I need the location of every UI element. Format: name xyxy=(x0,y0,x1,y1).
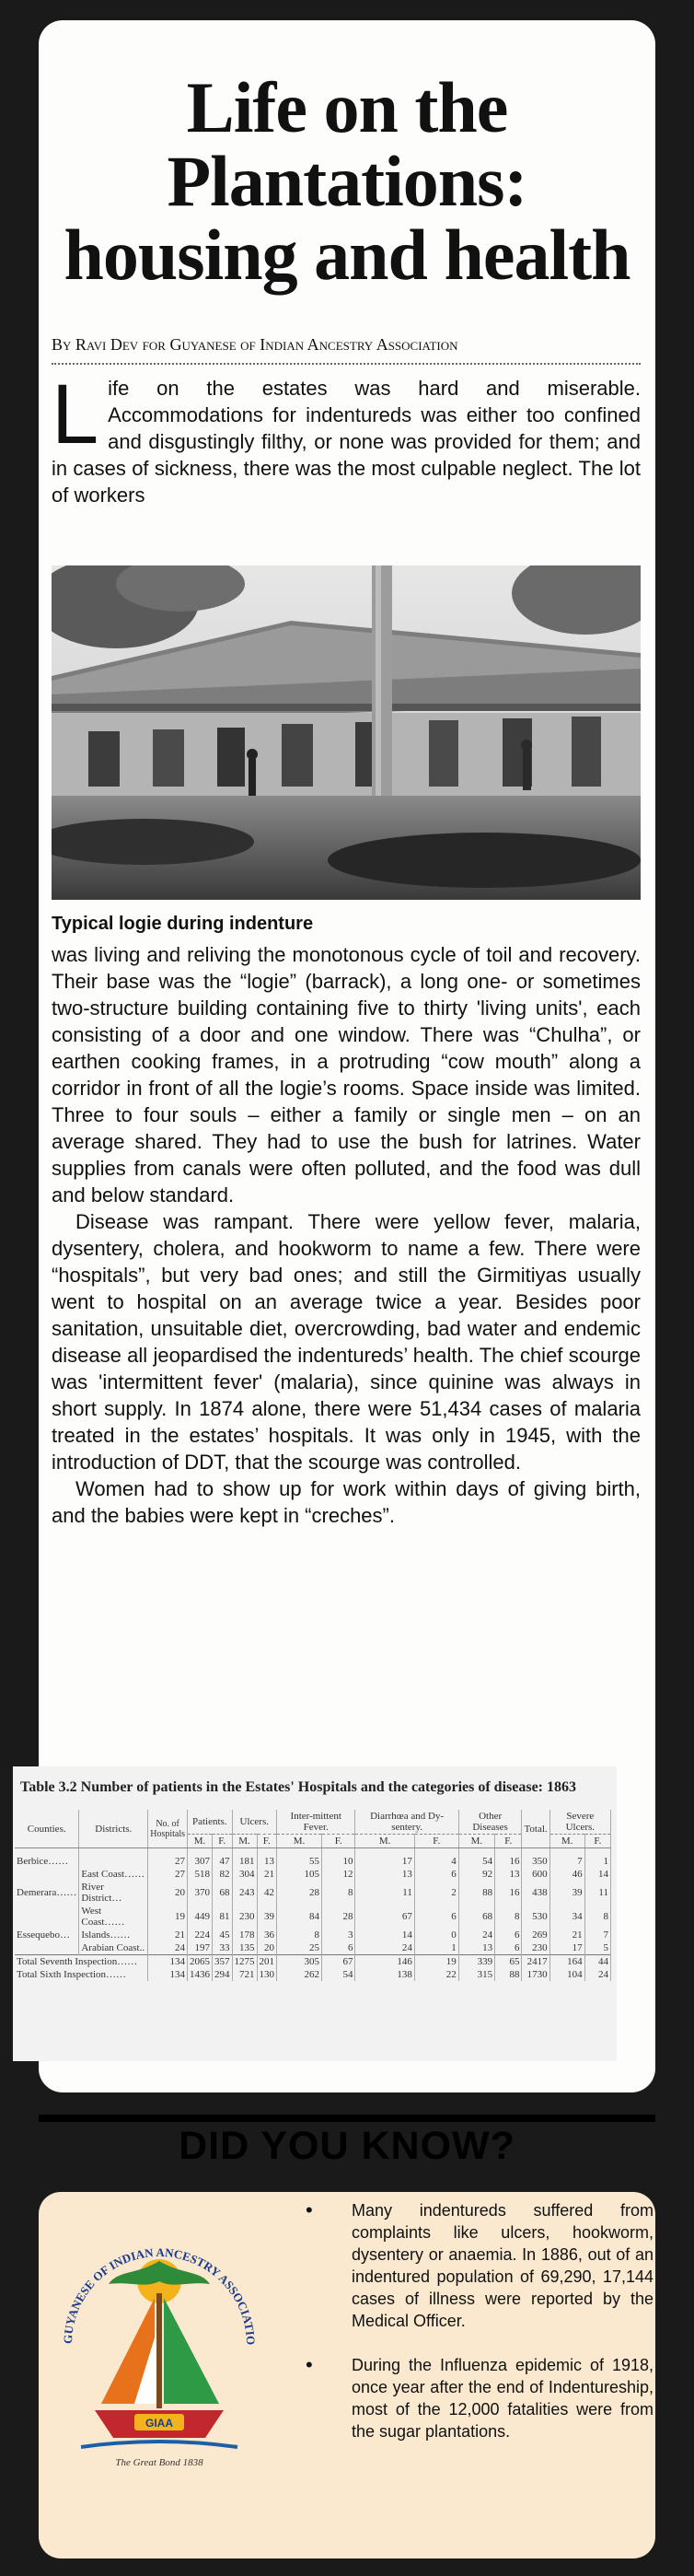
table-cell: 1436 xyxy=(188,1968,213,1981)
table-cell: 1 xyxy=(414,1941,458,1955)
table-row xyxy=(15,1848,611,1869)
col-hospitals: No. of Hospitals xyxy=(148,1810,188,1848)
table-cell: 350 xyxy=(522,1848,549,1869)
table-cell: 201 xyxy=(257,1955,277,1969)
table-cell: 3 xyxy=(322,1929,355,1941)
table-row xyxy=(15,1929,611,1941)
did-you-know-list xyxy=(285,2199,654,2465)
county-cell xyxy=(15,1868,79,1881)
title-line-3: housing and health xyxy=(64,215,630,295)
logo-badge-text: GIAA xyxy=(145,2417,173,2430)
table-row xyxy=(15,1881,611,1905)
did-you-know-item-text: Many indentureds suffered from complaints like ulcers, hookworm, dysentery or anaemia. In 1886, out of an indentured population of 69,290, 17,144 cases of illness were reported by the Medical Officer. xyxy=(352,2201,654,2330)
table-cell: 181 xyxy=(232,1848,257,1869)
table-cell: 8 xyxy=(584,1905,610,1929)
table-cell: 197 xyxy=(188,1941,213,1955)
subcol-m: M. xyxy=(232,1835,257,1848)
total-label: Total Seventh Inspection…… xyxy=(15,1955,148,1969)
table-cell: 39 xyxy=(549,1881,584,1905)
table-cell: 12 xyxy=(322,1868,355,1881)
logie-photo xyxy=(52,565,641,900)
table-cell: 357 xyxy=(213,1955,233,1969)
col-ulcers: Ulcers. xyxy=(232,1810,277,1835)
table-cell: 67 xyxy=(355,1905,414,1929)
table-total-row xyxy=(15,1955,611,1969)
table-cell: 6 xyxy=(414,1868,458,1881)
table-cell: 20 xyxy=(148,1881,188,1905)
table-cell: 438 xyxy=(522,1881,549,1905)
table-cell: 13 xyxy=(257,1848,277,1869)
did-you-know-item xyxy=(285,2354,654,2442)
table-cell: 600 xyxy=(522,1868,549,1881)
intro-paragraph xyxy=(52,367,641,508)
table-cell: 262 xyxy=(277,1968,322,1981)
table-cell: 33 xyxy=(213,1941,233,1955)
district-cell: West Coast…… xyxy=(79,1905,148,1929)
logo-ring-text: GUYANESE OF INDIAN ANCESTRY ASSOCIATIO xyxy=(60,2244,259,2346)
table-cell: 130 xyxy=(257,1968,277,1981)
bullet-icon: • xyxy=(306,2353,313,2376)
giaa-logo xyxy=(44,2206,274,2473)
table-cell: 44 xyxy=(584,1955,610,1969)
table-cell: 28 xyxy=(277,1881,322,1905)
logo-motto: The Great Bond 1838 xyxy=(115,2457,203,2468)
table-cell: 146 xyxy=(355,1955,414,1969)
subcol-f: F. xyxy=(257,1835,277,1848)
table-cell: 88 xyxy=(458,1881,494,1905)
table-cell: 8 xyxy=(495,1905,522,1929)
title-line-1: Life on the xyxy=(186,67,508,147)
giaa-logo-emblem xyxy=(44,2206,274,2473)
table-cell: 6 xyxy=(495,1941,522,1955)
table-cell: 19 xyxy=(148,1905,188,1929)
table-cell: 24 xyxy=(355,1941,414,1955)
table-cell: 304 xyxy=(232,1868,257,1881)
subcol-f: F. xyxy=(495,1835,522,1848)
table-cell: 2 xyxy=(414,1881,458,1905)
col-severe: Severe Ulcers. xyxy=(549,1810,610,1835)
byline: By Ravi Dev for Guyanese of Indian Ancestry Association xyxy=(52,335,458,354)
subcol-m: M. xyxy=(277,1835,322,1848)
table-row xyxy=(15,1905,611,1929)
table-cell: 28 xyxy=(322,1905,355,1929)
table-cell: 449 xyxy=(188,1905,213,1929)
body-paragraph-2: Disease was rampant. There were yellow fever, malaria, dysentery, cholera, and hookworm to name a few. There were “hospitals”, but very bad ones; and still the Girmitiyas usually went to hospital on an average twice a year. Besides poor sanitation, unsuitable diet, overcrowding, bad water and endemic disease all jeopardised the indentureds’ health. The chief scourge was 'intermittent fever' (malaria), since quinine was always in short supply. In 1874 alone, there were 51,434 cases of malaria treated in the estates’ hospitals. It was only in 1945, with the introduction of DDT, that the scourge was controlled. xyxy=(52,1210,641,1474)
table-cell: 7 xyxy=(549,1848,584,1869)
table-cell: 16 xyxy=(495,1848,522,1869)
col-diarrhoea: Diarrhœa and Dy-sentery. xyxy=(355,1810,458,1835)
table-cell: 17 xyxy=(355,1848,414,1869)
district-cell: Islands…… xyxy=(79,1929,148,1941)
county-cell xyxy=(15,1941,79,1955)
intro-text: ife on the estates was hard and miserable. Accommodations for indentureds was either too confined and disgustingly filthy, or none was provided for them; and in cases of sickness, there was the most culpable neglect. The lot of workers xyxy=(52,377,641,507)
table-cell: 269 xyxy=(522,1929,549,1941)
col-other: Other Diseases xyxy=(458,1810,522,1835)
table-cell: 13 xyxy=(458,1941,494,1955)
table-cell: 81 xyxy=(213,1905,233,1929)
table-cell: 2417 xyxy=(522,1955,549,1969)
table-cell: 39 xyxy=(257,1905,277,1929)
county-cell xyxy=(15,1905,79,1929)
table-cell: 42 xyxy=(257,1881,277,1905)
table-cell: 17 xyxy=(549,1941,584,1955)
table-cell: 6 xyxy=(414,1905,458,1929)
table-cell: 7 xyxy=(584,1929,610,1941)
body-paragraph-3: Women had to show up for work within days of giving birth, and the babies were kept in “creches”. xyxy=(52,1477,641,1527)
table-cell: 6 xyxy=(322,1941,355,1955)
subcol-f: F. xyxy=(322,1835,355,1848)
table-cell: 21 xyxy=(257,1868,277,1881)
table-total-row xyxy=(15,1968,611,1981)
table-cell: 34 xyxy=(549,1905,584,1929)
table-cell: 339 xyxy=(458,1955,494,1969)
table-title: Table 3.2 Number of patients in the Estates' Hospitals and the categories of disease: 1863 xyxy=(20,1779,576,1795)
subcol-m: M. xyxy=(188,1835,213,1848)
table-cell: 68 xyxy=(458,1905,494,1929)
bullet-icon: • xyxy=(306,2198,313,2221)
table-cell: 45 xyxy=(213,1929,233,1941)
table-cell: 8 xyxy=(322,1881,355,1905)
table-cell: 530 xyxy=(522,1905,549,1929)
total-label: Total Sixth Inspection…… xyxy=(15,1968,148,1981)
table-cell: 294 xyxy=(213,1968,233,1981)
district-cell xyxy=(79,1848,148,1869)
table-cell: 68 xyxy=(213,1881,233,1905)
col-counties: Counties. xyxy=(15,1810,79,1848)
table-cell: 11 xyxy=(584,1881,610,1905)
table-cell: 46 xyxy=(549,1868,584,1881)
table-cell: 24 xyxy=(458,1929,494,1941)
district-cell: Arabian Coast.. xyxy=(79,1941,148,1955)
sail-right-icon xyxy=(164,2298,219,2404)
table-cell: 10 xyxy=(322,1848,355,1869)
district-cell: East Coast…… xyxy=(79,1868,148,1881)
col-total: Total. xyxy=(522,1810,549,1848)
table-cell: 721 xyxy=(232,1968,257,1981)
county-cell: Demerara…… xyxy=(15,1881,79,1905)
did-you-know-rule xyxy=(39,2115,655,2122)
table-cell: 55 xyxy=(277,1848,322,1869)
table-cell: 0 xyxy=(414,1929,458,1941)
table-cell: 305 xyxy=(277,1955,322,1969)
subcol-m: M. xyxy=(355,1835,414,1848)
table-body xyxy=(15,1848,611,1982)
table-cell: 14 xyxy=(584,1868,610,1881)
table-cell: 8 xyxy=(277,1929,322,1941)
table-cell: 88 xyxy=(495,1968,522,1981)
table-cell: 164 xyxy=(549,1955,584,1969)
table-cell: 1730 xyxy=(522,1968,549,1981)
table-cell: 178 xyxy=(232,1929,257,1941)
table-cell: 14 xyxy=(355,1929,414,1941)
subcol-m: M. xyxy=(458,1835,494,1848)
col-patients: Patients. xyxy=(188,1810,233,1835)
table-cell: 230 xyxy=(522,1941,549,1955)
table-cell: 82 xyxy=(213,1868,233,1881)
logie-photo-illustration xyxy=(52,565,641,900)
table-cell: 27 xyxy=(148,1848,188,1869)
table-cell: 22 xyxy=(414,1968,458,1981)
title-line-2: Plantations: xyxy=(167,141,527,221)
wave-icon xyxy=(81,2442,237,2447)
district-cell: River District… xyxy=(79,1881,148,1905)
table-cell: 24 xyxy=(148,1941,188,1955)
table-cell: 307 xyxy=(188,1848,213,1869)
table-cell: 54 xyxy=(458,1848,494,1869)
subcol-m: M. xyxy=(549,1835,584,1848)
table-cell: 11 xyxy=(355,1881,414,1905)
table-cell: 104 xyxy=(549,1968,584,1981)
table-cell: 518 xyxy=(188,1868,213,1881)
table-row xyxy=(15,1941,611,1955)
table-cell: 27 xyxy=(148,1868,188,1881)
table-cell: 134 xyxy=(148,1968,188,1981)
drop-cap: L xyxy=(52,367,99,461)
table-cell: 67 xyxy=(322,1955,355,1969)
table-cell: 224 xyxy=(188,1929,213,1941)
col-districts: Districts. xyxy=(79,1810,148,1848)
table-cell: 370 xyxy=(188,1881,213,1905)
table-cell: 20 xyxy=(257,1941,277,1955)
table-cell: 92 xyxy=(458,1868,494,1881)
did-you-know-item-text: During the Influenza epidemic of 1918, once year after the end of Indentureship, most of the 12,000 fatalities were from the sugar plantations. xyxy=(352,2356,654,2441)
table-row xyxy=(15,1868,611,1881)
table-cell: 134 xyxy=(148,1955,188,1969)
byline-divider xyxy=(52,363,641,365)
did-you-know-heading: DID YOU KNOW? xyxy=(179,2124,515,2168)
table-cell: 65 xyxy=(495,1955,522,1969)
table-cell: 19 xyxy=(414,1955,458,1969)
table-cell: 24 xyxy=(584,1968,610,1981)
table-cell: 4 xyxy=(414,1848,458,1869)
col-fever: Inter-mittent Fever. xyxy=(277,1810,355,1835)
table-cell: 21 xyxy=(148,1929,188,1941)
table-cell: 36 xyxy=(257,1929,277,1941)
photo-caption: Typical logie during indenture xyxy=(52,914,314,934)
did-you-know-item xyxy=(285,2199,654,2332)
table-cell: 84 xyxy=(277,1905,322,1929)
mast-icon xyxy=(156,2293,162,2408)
table-cell: 105 xyxy=(277,1868,322,1881)
table-cell: 25 xyxy=(277,1941,322,1955)
subcol-f: F. xyxy=(584,1835,610,1848)
table-cell: 47 xyxy=(213,1848,233,1869)
table-cell: 6 xyxy=(495,1929,522,1941)
county-cell: Berbice…… xyxy=(15,1848,79,1869)
table-cell: 243 xyxy=(232,1881,257,1905)
table-cell: 135 xyxy=(232,1941,257,1955)
body-paragraph-1: was living and reliving the monotonous cycle of toil and recovery. Their base was the “logie” (barrack), a long one- or sometimes two-structure building containing five to thirty 'living units', each consisting of a door and one window. There was “Chulha”, or earthen cooking frames, in a protruding “cow mouth” along a corridor in front of all the logie’s rooms. Space inside was limited. Three to four souls – either a family or single men – on an average shared. They had to use the bush for latrines. Water supplies from canals were often polluted, and the food was dull and below standard. xyxy=(52,943,641,1206)
subcol-f: F. xyxy=(414,1835,458,1848)
table-cell: 138 xyxy=(355,1968,414,1981)
subcol-f: F. xyxy=(213,1835,233,1848)
table-cell: 5 xyxy=(584,1941,610,1955)
table-cell: 16 xyxy=(495,1881,522,1905)
table-cell: 315 xyxy=(458,1968,494,1981)
article-body xyxy=(52,941,641,1529)
table-cell: 230 xyxy=(232,1905,257,1929)
table-cell: 54 xyxy=(322,1968,355,1981)
table-cell: 1 xyxy=(584,1848,610,1869)
table-cell: 13 xyxy=(355,1868,414,1881)
hospital-patients-table xyxy=(15,1810,611,1981)
table-cell: 21 xyxy=(549,1929,584,1941)
table-cell: 1275 xyxy=(232,1955,257,1969)
article-title xyxy=(39,67,655,295)
county-cell: Essequebo… xyxy=(15,1929,79,1941)
table-cell: 2065 xyxy=(188,1955,213,1969)
table-cell: 13 xyxy=(495,1868,522,1881)
